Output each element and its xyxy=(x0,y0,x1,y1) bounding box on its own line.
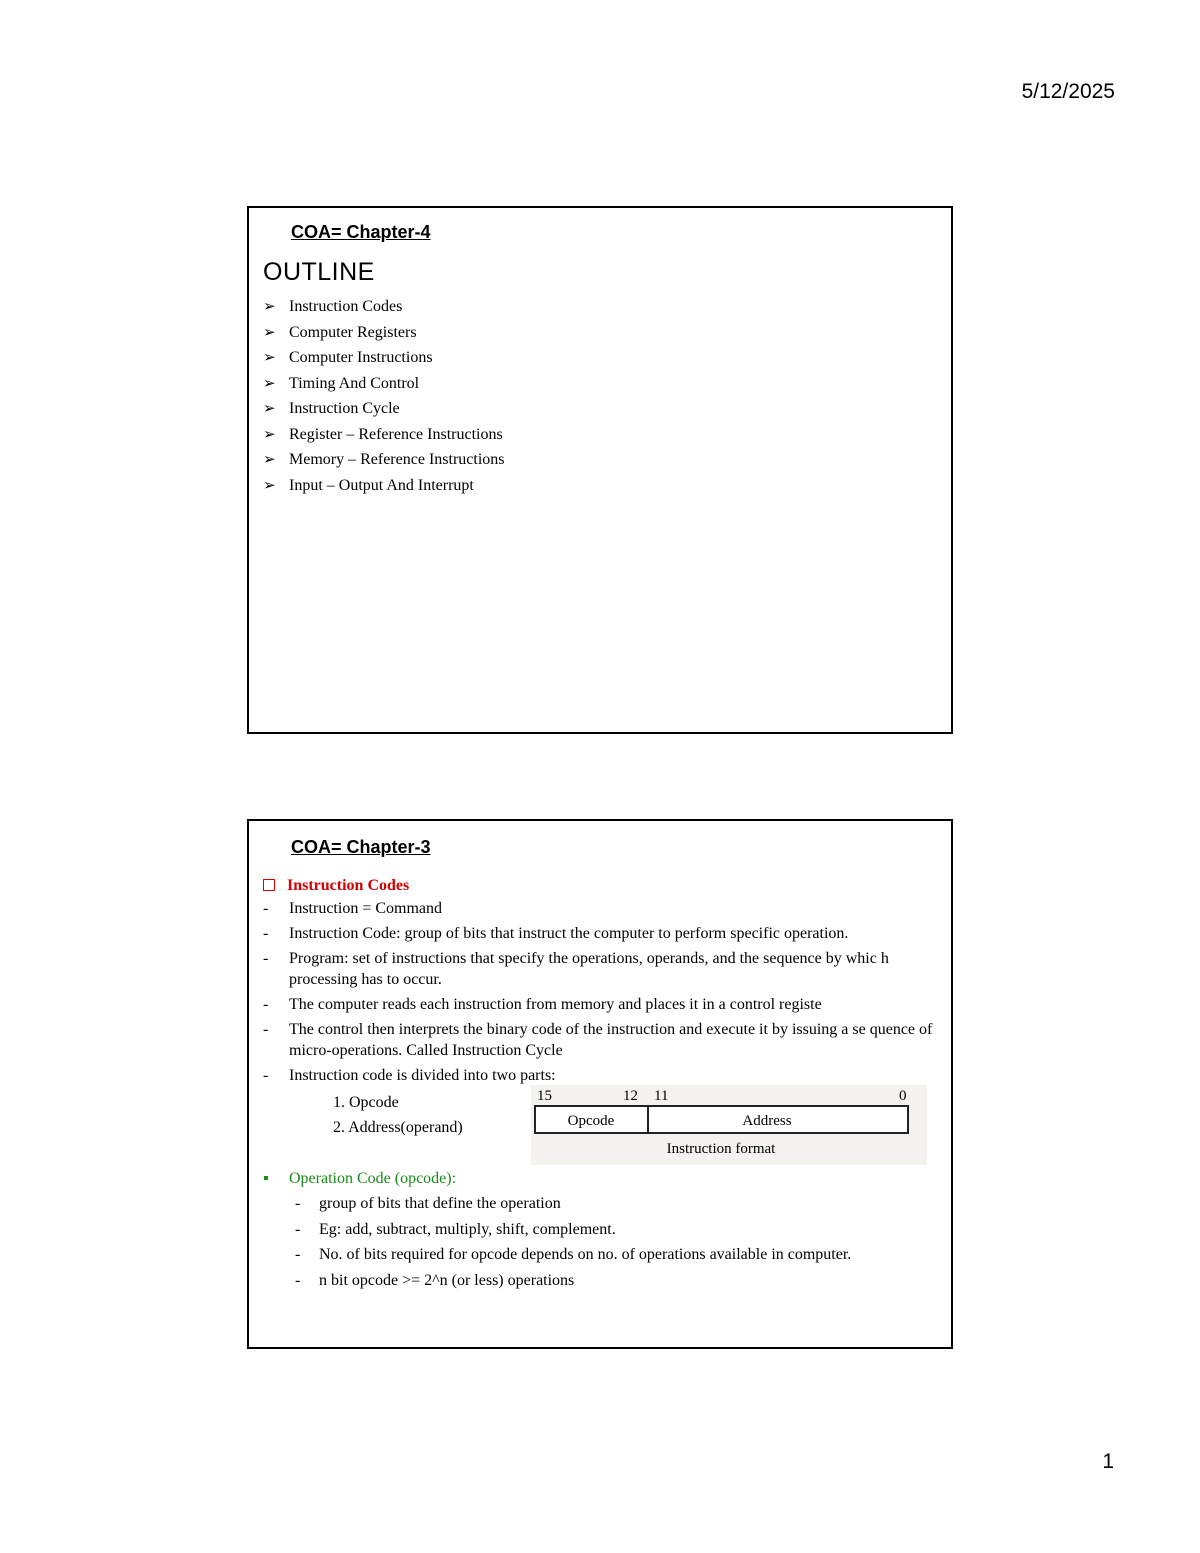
list-item: - Instruction Code: group of bits that instruct the computer to perform specific operation. xyxy=(263,925,849,942)
bit-label: 0 xyxy=(899,1088,907,1104)
arrow-bullet-icon: ➢ xyxy=(263,477,276,494)
list-item: - Instruction code is divided into two parts: xyxy=(263,1067,556,1084)
arrow-bullet-icon: ➢ xyxy=(263,375,276,392)
date-label: 5/12/2025 xyxy=(1021,80,1115,103)
address-field: Address xyxy=(742,1113,792,1129)
part-item: 1. Opcode xyxy=(333,1094,399,1111)
list-item: - No. of bits required for opcode depends on no. of operations available in computer. xyxy=(295,1246,852,1263)
outline-heading: OUTLINE xyxy=(263,258,375,286)
slide-content xyxy=(263,873,943,1293)
outline-list xyxy=(263,294,504,498)
slide-outline xyxy=(247,206,953,734)
list-item: - The control then interprets the binary code of the instruction and execute it by issuing a se quence of micro-operations. Called Instruction Cycle xyxy=(263,1021,933,1059)
list-item: ➢ Instruction Codes xyxy=(263,294,504,320)
slide-title: COA= Chapter-3 xyxy=(291,837,431,857)
slide-instruction-codes xyxy=(247,819,953,1349)
list-item: - Program: set of instructions that specify the operations, operands, and the sequence by whic h processing has to occur. xyxy=(263,950,889,988)
list-item: - Instruction = Command xyxy=(263,900,443,917)
arrow-bullet-icon: ➢ xyxy=(263,324,276,341)
arrow-bullet-icon: ➢ xyxy=(263,426,276,443)
bit-label: 15 xyxy=(537,1088,552,1104)
list-item: ➢ Memory – Reference Instructions xyxy=(263,447,504,473)
list-item: - The computer reads each instruction from memory and places it in a control registe xyxy=(263,996,822,1013)
list-item: - group of bits that define the operation xyxy=(295,1195,561,1212)
list-item: ➢ Instruction Cycle xyxy=(263,396,504,422)
list-item: ➢ Input – Output And Interrupt xyxy=(263,473,504,499)
list-item: ➢ Computer Registers xyxy=(263,320,504,346)
arrow-bullet-icon: ➢ xyxy=(263,299,276,315)
bit-label: 12 xyxy=(623,1088,638,1104)
list-item: - n bit opcode >= 2^n (or less) operations xyxy=(295,1271,575,1289)
page-number: 1 xyxy=(1102,1450,1114,1473)
slide-title: COA= Chapter-4 xyxy=(291,222,431,242)
list-item: - Eg: add, subtract, multiply, shift, complement. xyxy=(295,1220,616,1238)
list-item: ➢ Timing And Control xyxy=(263,371,504,397)
figure-caption: Instruction format xyxy=(666,1141,776,1157)
arrow-bullet-icon: ➢ xyxy=(263,452,276,468)
arrow-bullet-icon: ➢ xyxy=(263,401,276,417)
list-item: ➢ Computer Instructions xyxy=(263,345,504,371)
checkbox-bullet-icon xyxy=(263,879,275,891)
section-heading: Instruction Codes xyxy=(263,873,943,898)
arrow-bullet-icon: ➢ xyxy=(263,350,276,366)
part-item: 2. Address(operand) xyxy=(333,1119,463,1136)
opcode-heading: ▪ Operation Code (opcode): xyxy=(263,1170,457,1187)
list-item: ➢ Register – Reference Instructions xyxy=(263,422,504,448)
instruction-format-figure xyxy=(531,1085,927,1165)
bit-label: 11 xyxy=(654,1088,669,1104)
opcode-field: Opcode xyxy=(567,1113,615,1129)
